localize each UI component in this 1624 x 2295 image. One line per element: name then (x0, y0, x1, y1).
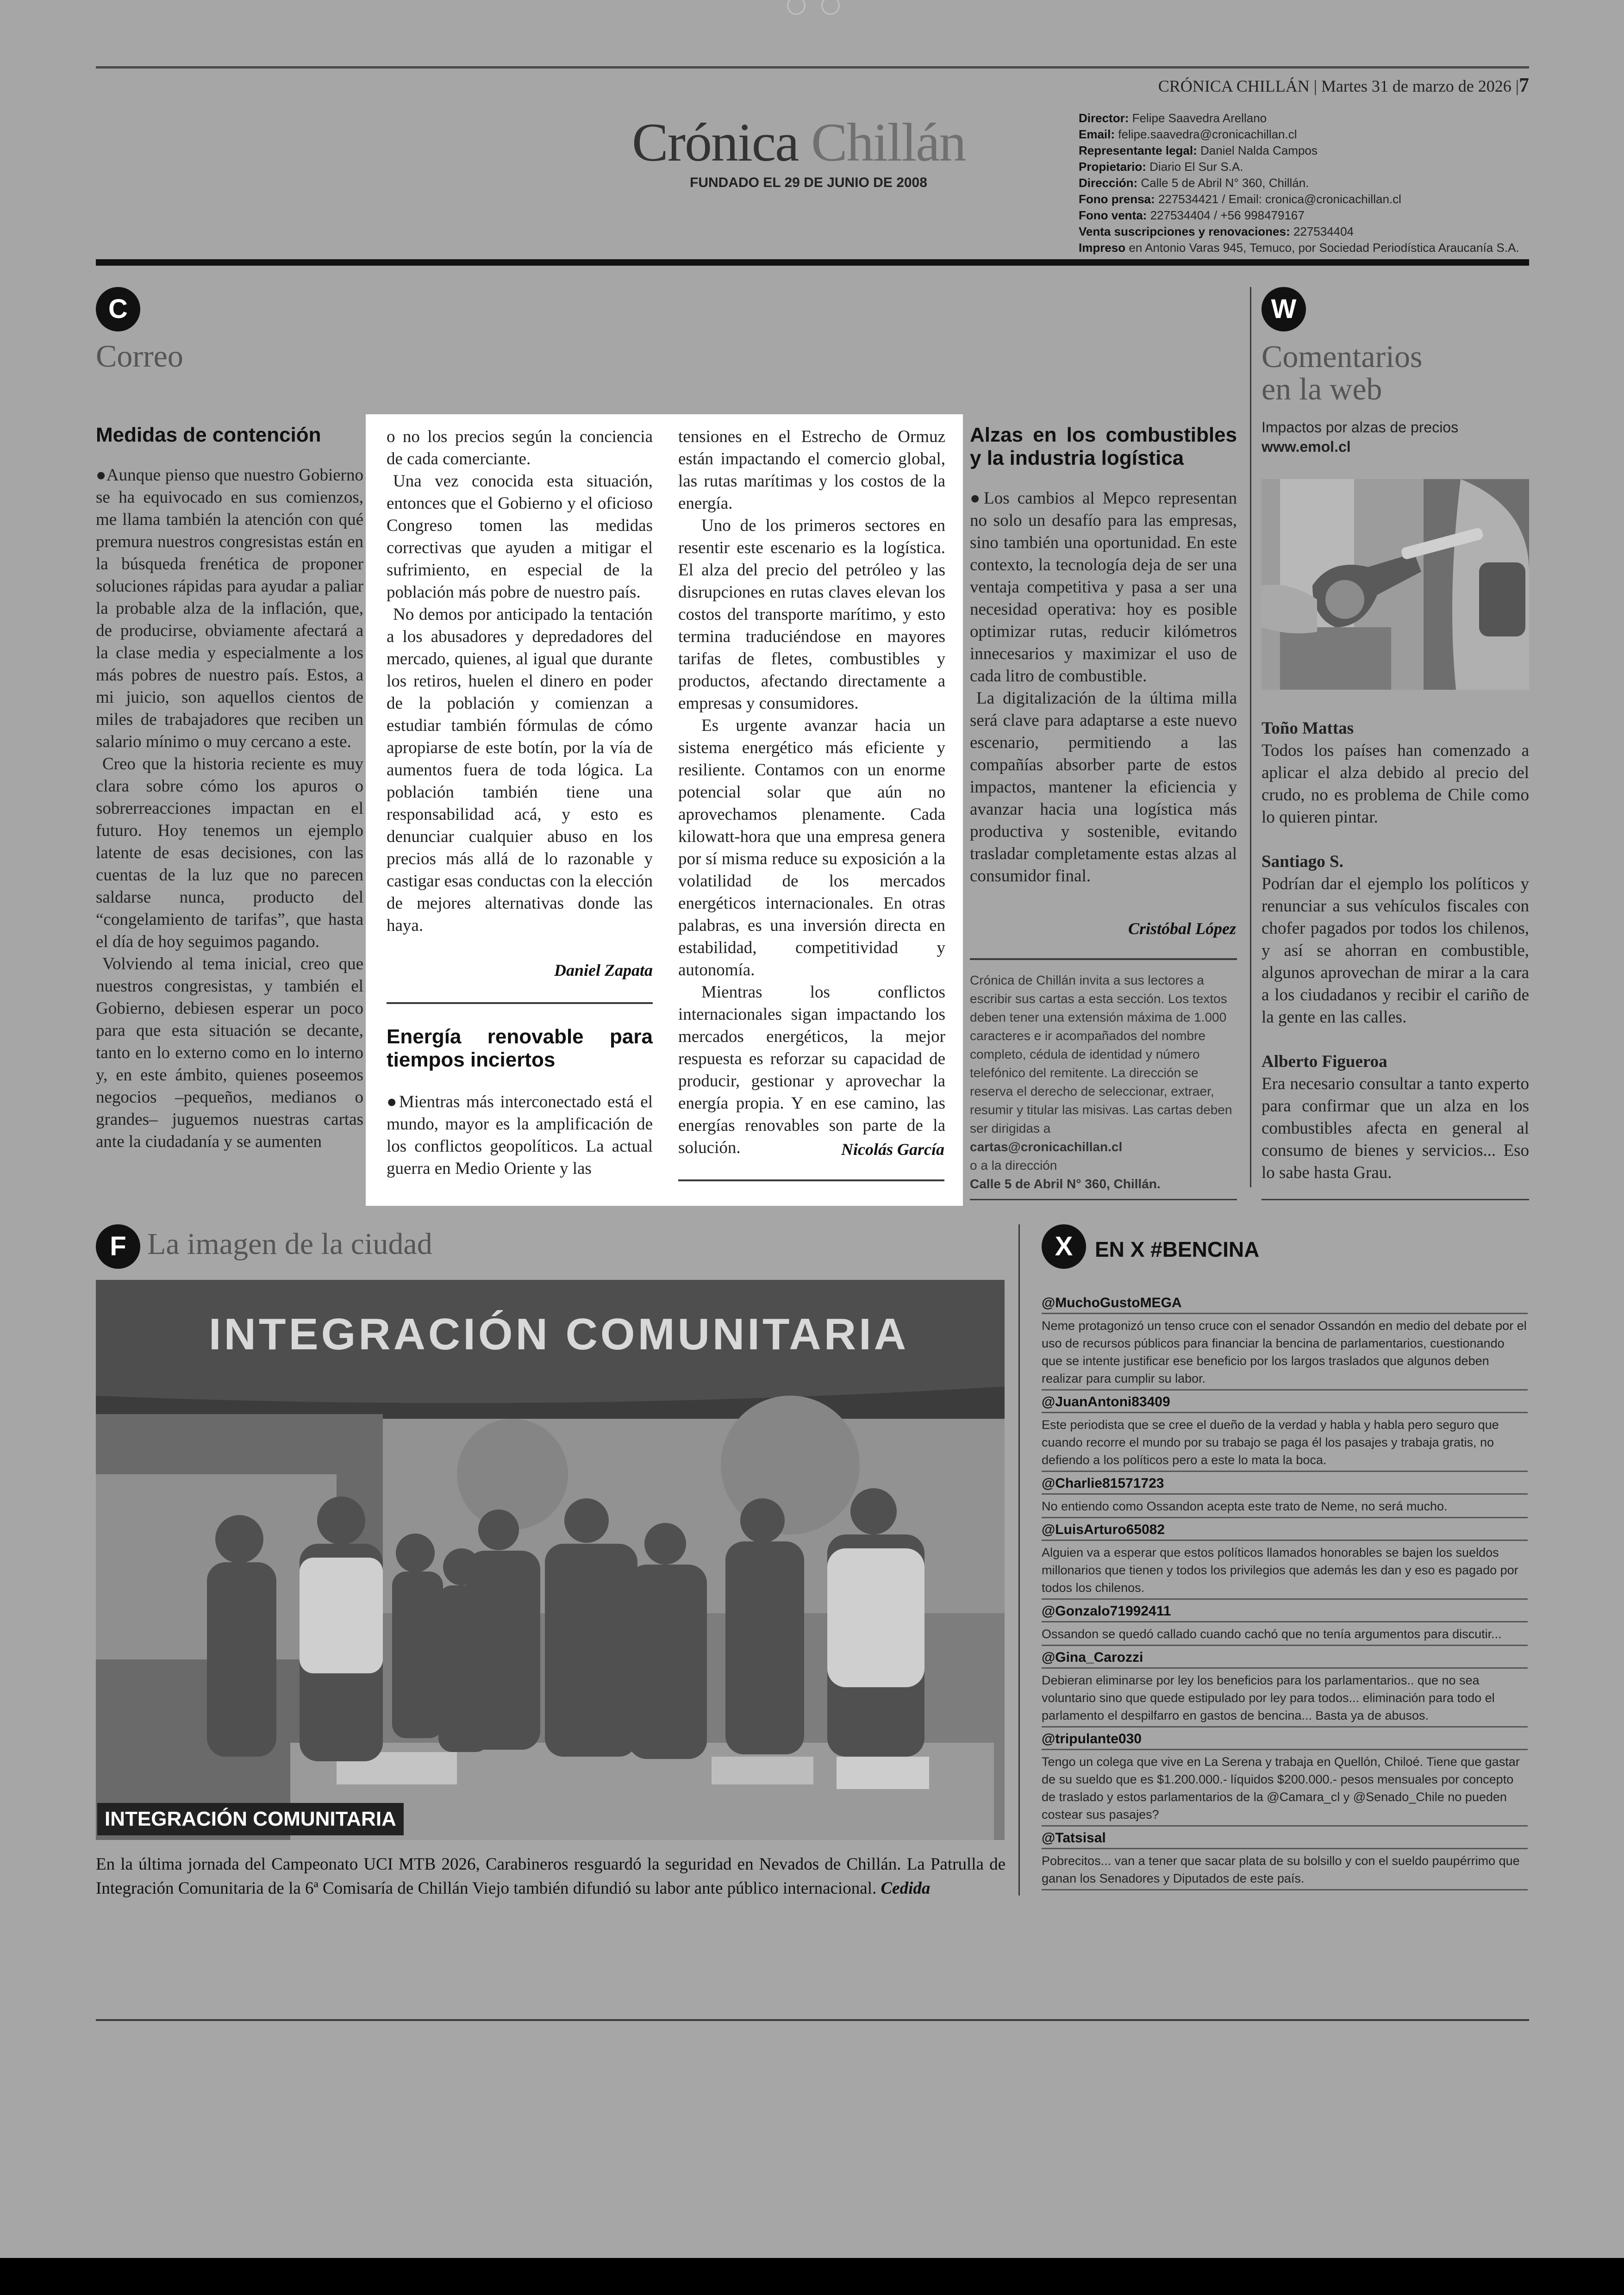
x-post (1042, 1391, 1528, 1472)
logo-word-chillan: Chillán (811, 112, 966, 173)
web-title-line: Comentarios (1262, 339, 1423, 374)
staff-line: Fono venta: 227534404 / +56 998479167 (1079, 208, 1305, 222)
divider (970, 958, 1237, 960)
city-badge: F (96, 1224, 140, 1269)
divider (387, 1002, 653, 1004)
comment-text: Podrían dar el ejemplo los políticos y renunciar a sus vehículos fiscales con chofer pagados por todos los chilenos, y así se ahorran en combustible, algunos aprovechan de mirar a la cara a los ciudadanos y recibir el cariño de la gente en las calles. (1262, 874, 1529, 1027)
logo-word-cronica: Crónica (632, 112, 799, 173)
x-post-text: Tengo un colega que vive en La Serena y trabaja en Quellón, Chiloé. Tiene que gastar de su sueldo que es $1.200.000.- líquidos $200.000.- pesos mensuales por concepto de traslado y estos parlamentarios de la @Camara_cl y @Senado_Chile no pueden costear sus pasajes? (1042, 1755, 1520, 1821)
x-post-text: Debieran eliminarse por ley los beneficios para los parlamentarios.. que no sea voluntario sino que quede estipulado por ley para todos... eliminación para todo el parlamento el despilfarro en gastos de bencina... Basta ya de abusos. (1042, 1673, 1495, 1722)
divider (1262, 1199, 1529, 1200)
web-badge: W (1262, 287, 1306, 331)
x-post (1042, 1472, 1528, 1518)
letter2-paragraph: Mientras los conflictos internacionales sigan impactando los mercados energéticos, la mejor respuesta es reforzar su capacidad de producir, gestionar y aprovechar la energía propia. Y en ese camino, las energías renovables son parte de la solución. (678, 983, 945, 1157)
notice-text: Crónica de Chillán invita a sus lectores a escribir sus cartas a esta sección. Los textos deben tener una extensión máxima de 1.000 caracteres e ir acompañados del nombre completo, cédula de identidad y número telefónico del remitente. La dirección se reserva el derecho de seleccionar, extraer, resumir y titular las misivas. Las cartas deben ser dirigidas a (970, 973, 1232, 1135)
web-title-line: en la web (1262, 371, 1382, 406)
staff-line: Representante legal: Daniel Nalda Campos (1079, 143, 1318, 157)
letter2-paragraph: Uno de los primeros sectores en resentir este escenario es la logística. El alza del precio del petróleo y las disrupciones en rutas claves elevan los costos del transporte marítimo, y esto termina traduciéndose en mayores tarifas de fletes, combustibles y productos, afectando directamente a empresas y consumidores. (678, 516, 945, 713)
community-photo-svg (96, 1280, 1005, 1840)
comment-text: Todos los países han comenzado a aplicar el alza debido al precio del crudo, no es problema de Chile como lo quieren pintar. (1262, 741, 1529, 827)
x-post (1042, 1727, 1528, 1827)
comment-author: Santiago S. (1262, 852, 1343, 871)
x-post (1042, 1518, 1528, 1600)
photo-credit: Cedida (881, 1879, 931, 1898)
x-post-text: Neme protagonizó un tenso cruce con el senador Ossandón en medio del debate por el uso de recursos públicos para financiar la bencina de parlamentarios, cuestionando que se intente justificar ese beneficio por los largos traslados que algunos deben realizar para cumplir su labor. (1042, 1319, 1527, 1385)
letter2-column3 (678, 426, 945, 1159)
notice-address: Calle 5 de Abril N° 360, Chillán. (970, 1177, 1161, 1191)
staff-line: Director: Felipe Saavedra Arellano (1079, 111, 1267, 125)
divider (678, 1179, 944, 1181)
staff-line: Dirección: Calle 5 de Abril N° 360, Chillán. (1079, 176, 1309, 190)
staff-line: Venta suscripciones y renovaciones: 227534404 (1079, 225, 1354, 238)
letter1-paragraph: Una vez conocida esta situación, entonces que el Gobierno y el oficioso Congreso tomen las medidas correctivas que ayuden a mitigar el sufrimiento, en especial de la población más pobre de nuestro país. (387, 472, 653, 602)
x-post-user: @Gonzalo71992411 (1042, 1603, 1528, 1622)
staff-box (1079, 110, 1519, 256)
tent-banner-text: INTEGRACIÓN COMUNITARIA (208, 1310, 909, 1359)
page-number: 7 (1519, 74, 1529, 96)
x-post (1042, 1646, 1528, 1727)
letter1-paragraph: Volviendo al tema inicial, creo que nuestros congresistas, y también el Gobierno, debiesen esperar un poco para que esta situación se decante, tanto en lo externo como en lo interno y, en este ámbito, quienes poseemos negocios –pequeños, medianos o grandes– juguemos nuestras cartas ante la ciudadanía y se aumenten (96, 954, 363, 1151)
x-post-text: Pobrecitos... van a tener que sacar plata de su bolsillo y con el sueldo paupérrimo que ganan los Senadores y Diputados de este país. (1042, 1854, 1520, 1885)
photo-caption-text: En la última jornada del Campeonato UCI MTB 2026, Carabineros resguardó la seguridad en Nevados de Chillán. La Patrulla de Integración Comunitaria de la 6ª Comisaría de Chillán Viejo también difundió su labor ante público internacional. (96, 1855, 1006, 1898)
letter2-signature: Nicolás García (841, 1140, 944, 1159)
comment-author: Toño Mattas (1262, 719, 1354, 738)
x-post-text: Este periodista que se cree el dueño de la verdad y habla y habla pero seguro que cuando recorre el mundo por su trabajo se paga él los pasajes y trabaja gratis, no defiendo a los políticos pero a este lo mata la boca. (1042, 1418, 1499, 1467)
staff-line: Propietario: Diario El Sur S.A. (1079, 160, 1243, 174)
page-indicator (787, 0, 843, 14)
comment-text: Era necesario consultar a tanto experto para confirmar que un alza en los combustibles afecta en general al consumo de bienes y servicios... Eso lo sabe hasta Grau. (1262, 1074, 1529, 1182)
letter3-paragraph: La digitalización de la última milla será clave para adaptarse a este nuevo escenario, permitiendo a las compañías absorber parte de estos impactos, mantener la eficiencia y avanzar hacia una logística más productiva y sostenible, evitando trasladar completamente estas alzas al consumidor final. (970, 689, 1237, 886)
letter3-signature: Cristóbal López (1128, 919, 1236, 938)
x-feed-title: EN X #BENCINA (1095, 1237, 1260, 1261)
web-subtitle: Impactos por alzas de precios (1262, 419, 1459, 436)
fuel-nozzle-photo (1262, 479, 1529, 690)
x-post (1042, 1827, 1528, 1890)
x-feed-list (1042, 1291, 1528, 1890)
newspaper-logo (632, 111, 965, 174)
fuel-photo-svg (1262, 479, 1529, 690)
notice-email: cartas@cronicachillan.cl (970, 1140, 1123, 1154)
x-post-text: Alguien va a esperar que estos políticos llamados honorables se bajen los sueldos millonarios que tienen y todos los privilegios que además les dan y eso es pagado por todos los chilenos. (1042, 1546, 1518, 1595)
staff-line: Impreso en Antonio Varas 945, Temuco, por Sociedad Periodística Araucanía S.A. (1079, 241, 1519, 255)
header-bottom-rule (96, 259, 1529, 266)
masthead-text: CRÓNICA CHILLÁN | Martes 31 de marzo de 2026 | (1158, 77, 1519, 95)
letter1-paragraph: No demos por anticipado la tentación a los abusadores y depredadores del mercado, quienes, al igual que durante los retiros, huelen el dinero en poder de la población y comienzan a estudiar también fórmulas de cómo apropiarse de este botín, por la vía de aumentos fuera de toda lógica. La población también tiene una responsabilidad acá, y esto es denunciar cualquier abuso en los precios más allá de lo razonable y castigar esas conductas con la elección de mejores alternativas donde las haya. (387, 605, 653, 935)
x-post-user: @Tatsisal (1042, 1829, 1528, 1849)
masthead-date-line (1158, 73, 1529, 97)
letter1-column2 (387, 426, 653, 937)
divider (970, 1199, 1237, 1200)
letters-notice (970, 971, 1237, 1193)
column-divider (1250, 287, 1251, 1187)
bottom-black-bar (0, 2258, 1624, 2295)
x-post-user: @LuisArturo65082 (1042, 1521, 1528, 1541)
letter2-column2 (387, 1025, 653, 1180)
letter2-paragraph: ●Mientras más interconectado está el mundo, mayor es la amplificación de los conflictos geopolíticos. La actual guerra en Medio Oriente y las (387, 1092, 653, 1178)
city-title: La imagen de la ciudad (147, 1227, 432, 1261)
community-photo (96, 1280, 1005, 1840)
letter1-paragraph: ●Aunque pienso que nuestro Gobierno se ha equivocado en sus comienzos, me llama también la atención con qué premura nuestros congresistas están en la búsqueda frenética de proponer soluciones rápidas para ayudar a paliar la probable alza de la inflación, que, de producirse, obviamente afectará a la clase media y especialmente a los más pobres de nuestro país. Estos, a mi juicio, son aquellos cientos de miles de trabajadores que reciben un salario mínimo o muy cercano a este. (96, 466, 363, 751)
header-top-rule (96, 66, 1529, 69)
letter1-paragraph: o no los precios según la conciencia de cada comerciante. (387, 427, 653, 468)
x-post-user: @Gina_Carozzi (1042, 1649, 1528, 1669)
letter3-column (970, 424, 1237, 887)
letter3-headline: Alzas en los combustibles y la industria logística (970, 424, 1237, 469)
notice-or: o a la dirección (970, 1158, 1057, 1172)
letter1-signature: Daniel Zapata (554, 961, 653, 979)
web-title (1262, 340, 1423, 405)
founded-line: FUNDADO EL 29 DE JUNIO DE 2008 (690, 175, 927, 190)
x-post-user: @tripulante030 (1042, 1730, 1528, 1750)
letter2-paragraph: tensiones en el Estrecho de Ormuz están impactando el comercio global, las rutas marítimas y los costos de la energía. (678, 427, 945, 513)
letter1-column1 (96, 424, 363, 1153)
correo-badge: C (96, 287, 140, 331)
letter2-headline: Energía renovable para tiempos inciertos (387, 1025, 653, 1071)
letter2-paragraph: Es urgente avanzar hacia un sistema energético más eficiente y resiliente. Contamos con un enorme potencial solar que aún no aprovechamos plenamente. Cada kilowatt-hora que una empresa genera por sí misma reduce su exposición a la volatilidad de los mercados energéticos internacionales. En otras palabras, es una inversión directa en estabilidad, competitividad y autonomía. (678, 716, 945, 979)
x-post (1042, 1291, 1528, 1391)
correo-title: Correo (96, 338, 183, 374)
photo-overlay-label: INTEGRACIÓN COMUNITARIA (97, 1803, 404, 1835)
x-post-text: No entiendo como Ossandon acepta este trato de Neme, no será mucho. (1042, 1499, 1448, 1513)
staff-line: Fono prensa: 227534421 / Email: cronica@cronicachillan.cl (1079, 192, 1401, 206)
x-post-text: Ossandon se quedó callado cuando cachó que no tenía argumentos para discutir... (1042, 1627, 1502, 1641)
letter3-paragraph: ●Los cambios al Mepco representan no solo un desafío para las empresas, sino también una oportunidad. En este contexto, la tecnología deja de ser una ventaja competitiva y pasa a ser una necesidad operativa: hoy es posible optimizar rutas, reducir kilómetros innecesarios y maximizar el uso de cada litro de combustible. (970, 489, 1237, 686)
photo-caption (96, 1852, 1006, 1901)
x-logo-badge: X (1042, 1224, 1086, 1269)
x-post-user: @MuchoGustoMEGA (1042, 1294, 1528, 1314)
staff-line: Email: felipe.saavedra@cronicachillan.cl (1079, 127, 1297, 141)
x-post (1042, 1600, 1528, 1646)
bottom-rule (96, 2019, 1529, 2021)
letter1-paragraph: Creo que la historia reciente es muy clara sobre cómo los apuros o sobrerreacciones impactan en el futuro. Hoy tenemos un ejemplo latente de esas decisiones, con las cuentas de la luz que no parecen saldarse nunca, producto del “congelamiento de tarifas”, que hasta el día de hoy seguimos pagando. (96, 755, 363, 951)
web-comments-list (1262, 717, 1529, 1184)
column-divider (1018, 1224, 1020, 1896)
x-post-user: @Charlie81571723 (1042, 1475, 1528, 1495)
web-site: www.emol.cl (1262, 438, 1351, 455)
x-post-user: @JuanAntoni83409 (1042, 1393, 1528, 1413)
comment-author: Alberto Figueroa (1262, 1052, 1387, 1071)
letter1-headline: Medidas de contención (96, 424, 321, 446)
